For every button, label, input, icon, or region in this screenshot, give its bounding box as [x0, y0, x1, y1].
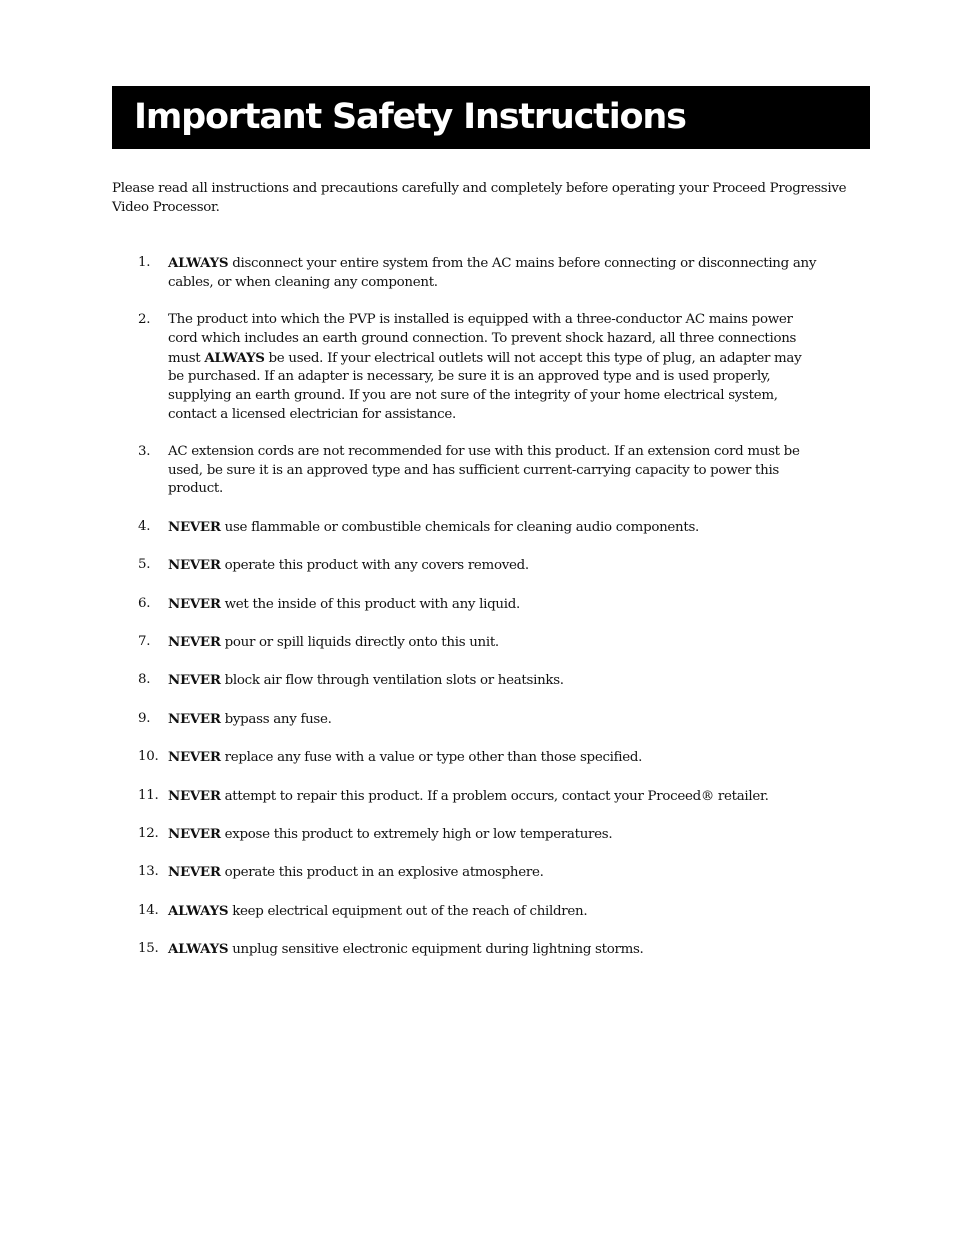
instruction-item-9 [138, 710, 818, 730]
item-number: 11. [138, 787, 159, 803]
item-text: attempt to repair this product. If a problem occurs, contact your Proceed® retailer. [220, 788, 769, 804]
instruction-item-10 [138, 748, 818, 768]
item-number: 7. [138, 633, 151, 649]
item-keyword: NEVER [168, 557, 221, 574]
item-number: 8. [138, 672, 151, 688]
item-number: 3. [138, 444, 151, 459]
item-text: replace any fuse with a value or type other than those specified. [220, 750, 643, 766]
instruction-item-4 [138, 518, 818, 538]
item-keyword: NEVER [168, 633, 221, 650]
instruction-item-12 [138, 825, 818, 845]
item-number: 5. [138, 557, 151, 573]
item-number: 12. [138, 825, 159, 841]
item-text: be used. If your electrical outlets will not accept this type of plug, an adapter may be purchased. If an adapter is necessary, be sure it is an approved type and is used properly, supplying an earth ground. If you are not sure of the integrity of your home electrical system, contact a licensed electrician for assistance. [168, 350, 802, 422]
item-number: 9. [138, 710, 151, 726]
item-text: disconnect your entire system from the AC mains before connecting or disconnecting any cables, or when cleaning any component. [168, 256, 817, 290]
item-text: wet the inside of this product with any liquid. [220, 596, 520, 612]
page-title: Important Safety Instructions [134, 97, 686, 137]
item-number: 13. [138, 864, 159, 880]
item-keyword: NEVER [168, 672, 221, 689]
item-text: unplug sensitive electronic equipment during lightning storms. [228, 942, 644, 958]
instruction-item-1 [138, 254, 818, 292]
item-text: block air flow through ventilation slots or heatsinks. [220, 673, 564, 689]
item-keyword: ALWAYS [204, 349, 265, 366]
item-keyword: NEVER [168, 595, 221, 612]
item-keyword: NEVER [168, 825, 221, 842]
item-keyword: NEVER [168, 710, 221, 727]
item-text: operate this product with any covers removed. [220, 558, 529, 574]
item-keyword: NEVER [168, 749, 221, 766]
item-keyword: ALWAYS [168, 902, 229, 919]
instruction-item-13 [138, 863, 818, 883]
instruction-item-11 [138, 787, 818, 807]
instruction-item-3 [138, 443, 818, 499]
title-bar [112, 86, 870, 149]
item-keyword: NEVER [168, 518, 221, 535]
instruction-item-6 [138, 595, 818, 615]
instruction-item-15 [138, 940, 818, 960]
item-number: 4. [138, 518, 151, 534]
item-keyword: NEVER [168, 864, 221, 881]
intro-paragraph: Please read all instructions and precautions carefully and completely before operating your Proceed Progressive Video Processor. [112, 181, 847, 215]
instruction-item-14 [138, 902, 818, 922]
item-text: AC extension cords are not recommended for use with this product. If an extension cord must be used, be sure it is an approved type and has sufficient current-carrying capacity to power this product. [168, 444, 800, 497]
item-text: expose this product to extremely high or low temperatures. [220, 826, 613, 842]
item-text-pre: The product into which the PVP is installed is equipped with a three-conductor AC mains power cord which includes an earth ground connection. To prevent shock hazard, all three connections must [168, 312, 797, 366]
item-keyword: ALWAYS [168, 941, 229, 958]
instruction-item-7 [138, 633, 818, 653]
instruction-item-5 [138, 556, 818, 576]
item-keyword: NEVER [168, 787, 221, 804]
item-text: bypass any fuse. [220, 711, 332, 727]
item-text: pour or spill liquids directly onto this unit. [220, 634, 499, 650]
item-number: 1. [138, 255, 151, 270]
item-number: 14. [138, 902, 159, 918]
item-number: 6. [138, 595, 151, 611]
instruction-item-8 [138, 671, 818, 691]
item-keyword: ALWAYS [168, 255, 229, 271]
item-number: 15. [138, 941, 159, 957]
item-text: use flammable or combustible chemicals for cleaning audio components. [220, 519, 699, 535]
instruction-item-2 [138, 311, 818, 424]
item-text: keep electrical equipment out of the reach of children. [228, 903, 588, 919]
item-text: operate this product in an explosive atmosphere. [220, 865, 544, 881]
item-number: 10. [138, 749, 159, 765]
safety-instruction-list [138, 254, 818, 978]
item-number: 2. [138, 312, 151, 328]
